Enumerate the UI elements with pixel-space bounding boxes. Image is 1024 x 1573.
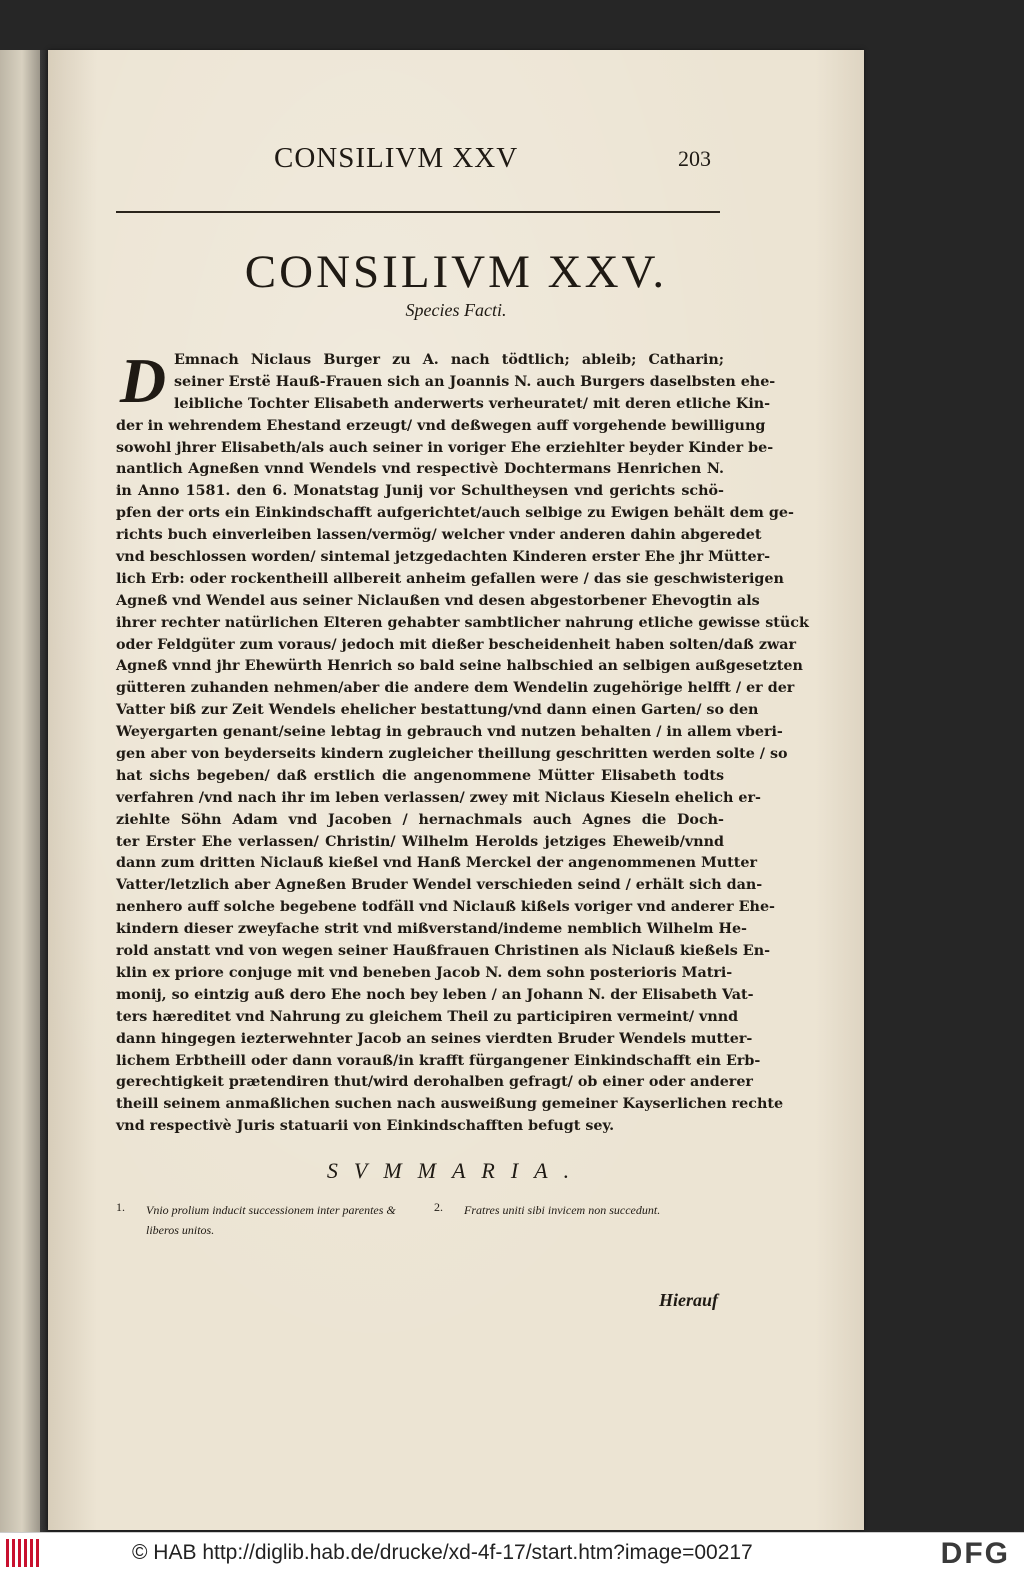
text-line: monij, so eintzig auß dero Ehe noch bey leben / an Johann N. der Elisabeth Vat- [116, 986, 754, 1003]
chapter-subtitle: Species Facti. [405, 300, 507, 320]
text-line: Agneß vnnd jhr Ehewürth Henrich so bald seine halbschied an selbigen außgesetzten [116, 658, 803, 675]
text-line: ter Erster Ehe verlassen/ Christin/ Wilhelm Herolds jetziges Eheweib/vnnd [116, 833, 724, 850]
text-line: ziehlte Söhn Adam vnd Jacoben / hernachmals auch Agnes die Doch- [116, 811, 724, 828]
text-line: ters hæreditet vnd Nahrung zu gleichem Theil zu participiren vermeint/ vnnd [116, 1008, 739, 1025]
body-text [116, 345, 809, 1138]
text-line: gen aber von beyderseits kindern zugleicher theillung geschritten werden solte / so [116, 746, 788, 763]
text-line: Emnach Niclaus Burger zu A. nach tödtlich; ableib; Catharin; [174, 352, 724, 368]
text-line: kindern dieser zweyfache strit vnd mißverstand/indeme nemblich Wilhelm He- [116, 921, 747, 938]
text-line: leibliche Tochter Elisabeth anderwerts verheuratet/ mit deren etliche Kin- [174, 395, 771, 412]
text-line: theill seinem anmaßlichen suchen nach ausweißung gemeiner Kayserlichen rechte [116, 1096, 784, 1113]
text-line: richts buch einverleiben lassen/vermög/ welcher vnder anderen dahin abgeredet [116, 527, 762, 544]
dfg-logo: DFG [940, 1537, 1010, 1570]
text-line: sowohl jhrer Elisabeth/als auch seiner in voriger Ehe erziehlter beyder Kinder be- [116, 439, 774, 456]
footer-link[interactable]: © HAB http://diglib.hab.de/drucke/xd-4f-17/start.htm?image=00217 [132, 1541, 753, 1564]
text-line: Vatter/letzlich aber Agneßen Bruder Wendel verschieden seind / erhält sich dan- [116, 877, 763, 894]
text-line: pfen der orts ein Einkindschafft aufgerichtet/auch selbige zu Ewigen behält dem ge- [116, 505, 794, 522]
text-line: klin ex priore conjuge mit vnd beneben Jacob N. dem sohn posterioris Matri- [116, 964, 733, 981]
book-page [48, 50, 864, 1530]
text-line: nantlich Agneßen vnnd Wendels vnd respectivè Dochtermans Henrichen N. [116, 461, 724, 478]
summaria-text: Fratres uniti sibi invicem non succedunt. [464, 1203, 661, 1217]
text-line: Vatter biß zur Zeit Wendels ehelicher bestattung/vnd dann einen Garten/ so den [116, 702, 759, 719]
text-line: nenhero auff solche begebene todfäll vnd Niclauß kißels voriger vnd anderer Ehe- [116, 899, 775, 916]
text-line: der in wehrendem Ehestand erzeugt/ vnd deßwegen auff vorgehende bewilligung [116, 417, 766, 434]
summaria-text: Vnio prolium inducit successionem inter parentes & liberos unitos. [146, 1203, 396, 1237]
page-number: 203 [678, 146, 711, 171]
text-line: lichem Erbtheill oder dann vorauß/in krafft fürgangener Einkindschafft ein Erb- [116, 1052, 761, 1069]
text-line: gerechtigkeit prætendiren thut/wird derohalben gefragt/ ob einer oder anderer [116, 1074, 753, 1091]
text-line: vnd beschlossen worden/ sintemal jetzgedachten Kinderen erster Ehe jhr Mütter- [116, 549, 771, 566]
summaria-list [116, 1200, 732, 1250]
text-line: dann zum dritten Niclauß kießel vnd Hanß Merckel der angenommenen Mutter [116, 855, 758, 872]
text-line: ihrer rechter natürlichen Elteren gehabter sambtlicher nahrung etliche gewisse stück [116, 614, 809, 631]
header-rule [116, 211, 720, 213]
text-line: lich Erb: oder rockentheill allbereit anheim gefallen were / das sie geschwisterigen [116, 570, 784, 587]
text-line: rold anstatt vnd von wegen seiner Haußfrauen Christinen als Niclauß kießels En- [116, 943, 771, 960]
text-line: in Anno 1581. den 6. Monatstag Junij vor Schultheysen vnd gerichts schö- [116, 483, 724, 500]
drop-cap-initial: D [119, 345, 167, 416]
barcode-icon [6, 1539, 40, 1567]
footer-bar [0, 1532, 1024, 1573]
summaria-heading: SVMMARIA. [326, 1158, 586, 1183]
running-head [48, 142, 864, 182]
summaria-number: 1. [116, 1200, 125, 1214]
text-line: Weyergarten genant/seine lebtag in gebrauch vnd nutzen behalten / in allem vberi- [116, 724, 783, 741]
text-line: vnd respectivè Juris statuarii von Einkindschafften befugt sey. [116, 1118, 615, 1135]
text-line: dann hingegen iezterwehnter Jacob an seines vierdten Bruder Wendels mutter- [116, 1030, 753, 1047]
text-line: verfahren /vnd nach ihr im leben verlassen/ zwey mit Niclaus Kieseln ehelich er- [116, 789, 761, 806]
text-line: gütteren zuhanden nehmen/aber die andere dem Wendelin zugehörige helfft / er der [116, 680, 795, 697]
text-line: seiner Erstë Hauß-Frauen sich an Joannis N. auch Burgers daselbsten ehe- [174, 373, 776, 390]
catchword: Hierauf [659, 1290, 719, 1310]
text-line: Agneß vnd Wendel aus seiner Niclaußen vnd desen abgestorbener Ehevogtin als [116, 592, 760, 609]
facing-page-edge [0, 50, 40, 1540]
summaria-number: 2. [434, 1200, 443, 1214]
text-line: hat sichs begeben/ daß erstlich die angenommene Mütter Elisabeth todts [116, 767, 724, 784]
text-line: oder Feldgüter zum voraus/ jedoch mit dießer bescheidenheit haben solten/daß zwar [116, 636, 797, 653]
running-title: CONSILIVM XXV [274, 142, 519, 174]
chapter-title: CONSILIVM XXV. [244, 246, 668, 298]
